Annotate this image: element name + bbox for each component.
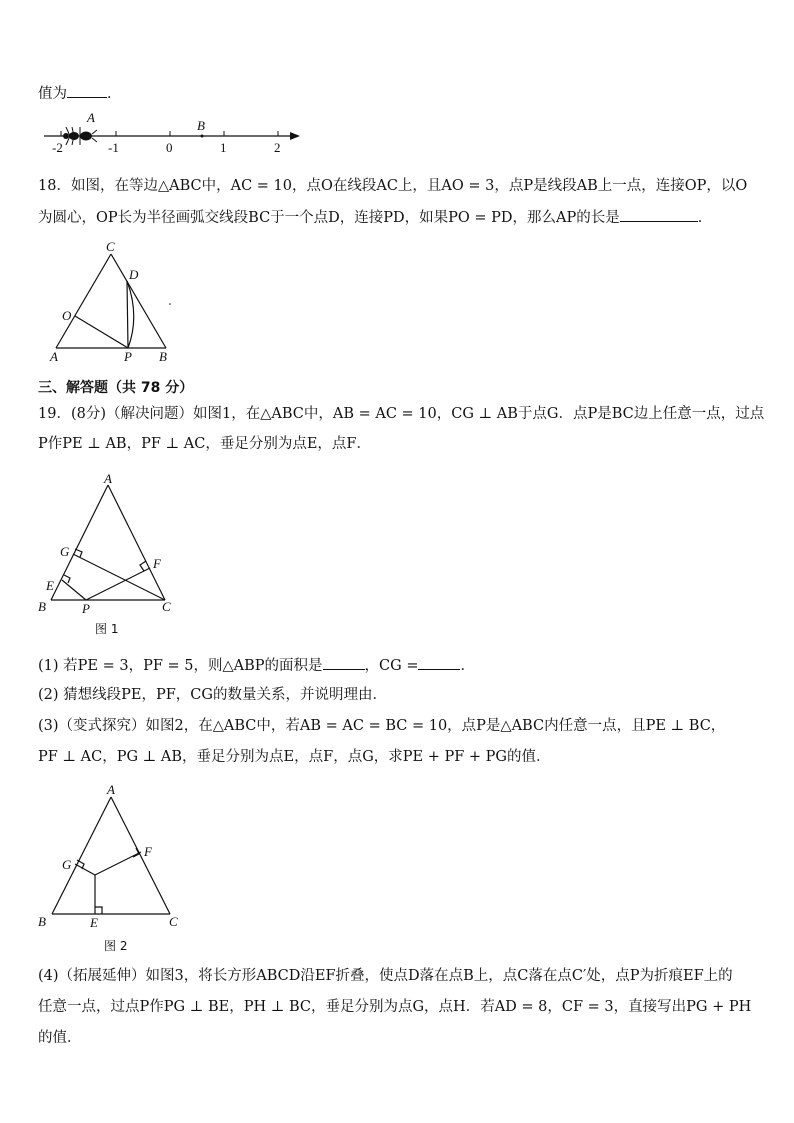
- q19-part3-line2: PF ⊥ AC，PG ⊥ AB，垂足分别为点E，点F，点G，求PE + PF + PG的值．: [38, 749, 551, 765]
- q19-line2: P作PE ⊥ AB，PF ⊥ AC，垂足分别为点E，点F．: [38, 436, 371, 452]
- figure-caption: 图 2: [104, 939, 128, 953]
- point-b-label: B: [197, 118, 205, 133]
- q19-part4-line1: (4)（拓展延伸）如图3，将长方形ABCD沿EF折叠，使点D落在点B上，点C落在点C′处，点P为折痕EF上的: [38, 968, 733, 984]
- tick-label: -1: [108, 140, 119, 155]
- point-d-label: D: [129, 267, 139, 282]
- arrow-icon: [290, 132, 300, 140]
- q19-part1: [38, 654, 475, 676]
- section-heading: 三、解答题（共 78 分）: [38, 380, 194, 396]
- point-p-label: P: [82, 601, 90, 616]
- point-p-label: P: [124, 349, 132, 364]
- q18-figure: [0, 240, 200, 365]
- tick-label: 0: [166, 140, 173, 155]
- point-a-label: A: [87, 110, 95, 125]
- tick-label: 2: [274, 140, 281, 155]
- q19-line1: 19．(8分)（解决问题）如图1，在△ABC中，AB = AC = 10，CG ⊥ AB于点G．点P是BC边上任意一点，过点: [38, 406, 765, 422]
- tick-label: 1: [220, 140, 227, 155]
- vertex-a-label: A: [50, 349, 58, 364]
- q18-line2-text: 为圆心，OP长为半径画弧交线段BC于一个点D，连接PD，如果PO = PD，那么AP的长是: [38, 210, 620, 226]
- point-g-label: G: [62, 857, 72, 872]
- point-o-label: O: [62, 308, 72, 323]
- point-e-label: E: [90, 915, 98, 930]
- q18-line2: [38, 206, 712, 228]
- vertex-c-label: C: [162, 599, 171, 614]
- vertex-b-label: B: [38, 914, 46, 929]
- point-b-dot: [201, 135, 204, 138]
- ant-icon: [63, 127, 97, 145]
- tick-label: -2: [52, 140, 63, 155]
- q19-figure-1: [0, 470, 200, 640]
- q19-part4-line3: 的值．: [38, 1030, 82, 1046]
- point-f-label: F: [144, 844, 152, 859]
- point-f-label: F: [153, 556, 161, 571]
- q18-line2-end: ．: [697, 210, 713, 226]
- q18-line1: 18．如图，在等边△ABC中，AC = 10，点O在线段AC上，且AO = 3，点P是线段AB上一点，连接OP，以O: [38, 178, 748, 194]
- q17-tail-text: 值为: [38, 86, 67, 102]
- vertex-a-label: A: [104, 471, 112, 486]
- vertex-c-label: C: [106, 239, 115, 254]
- number-line-figure: [0, 110, 320, 160]
- vertex-c-label: C: [169, 914, 178, 929]
- answer-blank: [323, 654, 365, 670]
- q19-figure-2: [0, 780, 200, 960]
- q19-part1-text-b: ，CG =: [364, 658, 419, 674]
- answer-blank: [67, 82, 107, 98]
- vertex-b-label: B: [159, 349, 167, 364]
- vertex-b-label: B: [38, 599, 46, 614]
- q19-part1-text: (1) 若PE = 3，PF = 5，则△ABP的面积是: [38, 658, 323, 674]
- q19-part1-end: ．: [460, 658, 475, 674]
- vertex-a-label: A: [107, 782, 115, 797]
- figure-caption: 图 1: [95, 622, 119, 636]
- answer-blank: [620, 206, 698, 222]
- answer-blank: [418, 654, 460, 670]
- q19-part4-line2: 任意一点，过点P作PG ⊥ BE，PH ⊥ BC，垂足分别为点G，点H．若AD = 8，CF = 3，直接写出PG + PH: [38, 999, 752, 1015]
- q17-tail-line: [38, 82, 122, 104]
- point-g-label: G: [60, 544, 70, 559]
- q19-part3-line1: (3)（变式探究）如图2，在△ABC中，若AB = AC = BC = 10，点P是△ABC内任意一点，且PE ⊥ BC，: [38, 718, 726, 734]
- q17-tail-end: ．: [107, 86, 122, 102]
- q19-part2: (2) 猜想线段PE，PF，CG的数量关系，并说明理由．: [38, 687, 387, 703]
- point-e-label: E: [46, 578, 54, 593]
